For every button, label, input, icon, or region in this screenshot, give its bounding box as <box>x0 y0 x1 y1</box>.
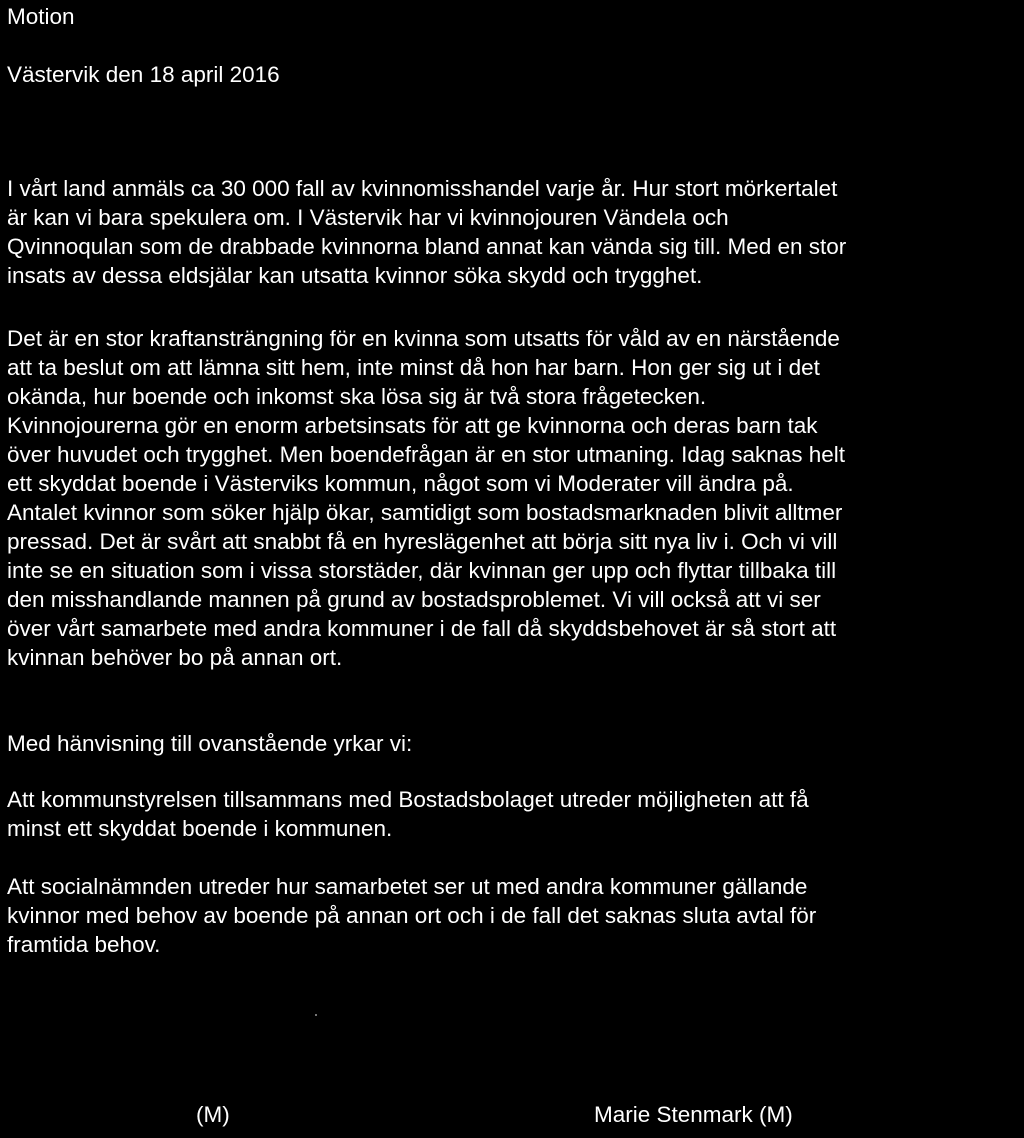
demand-2 <box>7 872 1017 959</box>
paragraph-2-line: att ta beslut om att lämna sitt hem, inte minst då hon har barn. Hon ger sig ut i det <box>7 355 820 380</box>
document-heading: Motion <box>7 4 75 29</box>
demand-1-line: minst ett skyddat boende i kommunen. <box>7 816 393 841</box>
place-date: Västervik den 18 april 2016 <box>7 62 280 87</box>
paragraph-2-line: pressad. Det är svårt att snabbt få en hyreslägenhet att börja sitt nya liv i. Och vi vill <box>7 529 838 554</box>
paragraph-2-line: Antalet kvinnor som söker hjälp ökar, samtidigt som bostadsmarknaden blivit alltmer <box>7 500 843 525</box>
paragraph-2-line: Det är en stor kraftansträngning för en kvinna som utsatts för våld av en närstående <box>7 326 840 351</box>
paragraph-1-line: är kan vi bara spekulera om. I Västervik har vi kvinnojouren Vändela och <box>7 205 729 230</box>
paragraph-2 <box>7 324 1017 672</box>
paragraph-2-line: kvinnan behöver bo på annan ort. <box>7 645 343 670</box>
signature-left: (M) <box>196 1102 230 1127</box>
demand-1 <box>7 785 1017 843</box>
demand-2-line: kvinnor med behov av boende på annan ort och i de fall det saknas sluta avtal för <box>7 903 817 928</box>
scan-speck <box>315 1014 317 1016</box>
paragraph-2-line: Kvinnojourerna gör en enorm arbetsinsats för att ge kvinnorna och deras barn tak <box>7 413 818 438</box>
paragraph-1-line: Qvinnoqulan som de drabbade kvinnorna bland annat kan vända sig till. Med en stor <box>7 234 847 259</box>
paragraph-2-line: över vårt samarbete med andra kommuner i de fall då skyddsbehovet är så stort att <box>7 616 837 641</box>
demand-1-line: Att kommunstyrelsen tillsammans med Bostadsbolaget utreder möjligheten att få <box>7 787 809 812</box>
paragraph-2-line: okända, hur boende och inkomst ska lösa sig är två stora frågetecken. <box>7 384 707 409</box>
demand-2-line: Att socialnämnden utreder hur samarbetet ser ut med andra kommuner gällande <box>7 874 808 899</box>
paragraph-2-line: över huvudet och trygghet. Men boendefrågan är en stor utmaning. Idag saknas helt <box>7 442 846 467</box>
paragraph-2-line: ett skyddat boende i Västerviks kommun, något som vi Moderater vill ändra på. <box>7 471 794 496</box>
paragraph-1-line: I vårt land anmäls ca 30 000 fall av kvinnomisshandel varje år. Hur stort mörkertalet <box>7 176 838 201</box>
paragraph-1 <box>7 174 1017 290</box>
demands-intro: Med hänvisning till ovanstående yrkar vi: <box>7 731 413 756</box>
paragraph-2-line: den misshandlande mannen på grund av bostadsproblemet. Vi vill också att vi ser <box>7 587 821 612</box>
paragraph-1-line: insats av dessa eldsjälar kan utsatta kvinnor söka skydd och trygghet. <box>7 263 703 288</box>
paragraph-2-line: inte se en situation som i vissa storstäder, där kvinnan ger upp och flyttar tillbaka till <box>7 558 837 583</box>
signature-right: Marie Stenmark (M) <box>594 1102 793 1127</box>
demand-2-line: framtida behov. <box>7 932 161 957</box>
